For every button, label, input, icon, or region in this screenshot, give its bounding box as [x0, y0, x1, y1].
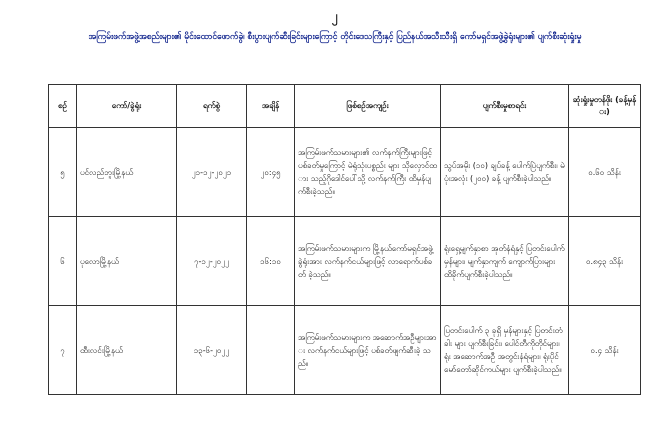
row-value: ၀.၈၄၃ သိန်း — [569, 217, 641, 306]
row-damage: သွပ်အမိုး (၁၀) ချပ်ခန့် ပေါက်ပြဲပျက်စီး၊ မဲပုံးအလုံး (၂၀၀) ခန့် ပျက်စီးခဲ့ပါသည်။ — [441, 128, 569, 217]
row-time: ၁၆:၁၀ — [247, 217, 295, 306]
row-office: ပုလောမြို့နယ် — [77, 217, 177, 306]
column-header-date: ရက်စွဲ — [177, 85, 247, 128]
document-title: အကြမ်းဖက်အဖွဲ့အစည်းများ၏ မိုင်းထောင်ဖောက်ခွဲ၊ စီးပွားပျက်ဆီးခြင်းများကြောင့် တိုင်းဒေသကြီးနှင့် ပြည်နယ်အသီးသီးရှိ ကော်မရှင်အဖွဲ့ခွဲရုံးများ၏ ပျက်စီးဆုံးရှုံးမှု — [88, 32, 582, 42]
row-summary: အကြမ်းဖက်သမားများ၏ လက်နက်ကြီးများဖြင့် ပစ်ခတ်မှုကြောင့် မဲရုံသုံးပစ္စည်း များ သိုလှောင်ထား သည့်ဂိုဒေါင်ပေါ်သို့ လက်နက်ကြီး ထိမှန်ပျက်စီးခဲ့သည်။ — [295, 128, 441, 217]
row-date: ၁၃-၆-၂၀၂၂ — [177, 306, 247, 395]
column-header-office: ကော်/ခွဲရုံး — [77, 85, 177, 128]
row-date: ၇-၁၂-၂၀၂၂ — [177, 217, 247, 306]
column-header-damage: ပျက်စီးမှုစာရင်း — [441, 85, 569, 128]
row-number: ၇ — [49, 306, 77, 395]
row-date: ၂၁-၁၂-၂၀၂၁ — [177, 128, 247, 217]
row-damage: ပြတင်းပေါက် ၃ ခုရှိ မှန်များနှင့် ပြတင်းတံခါး များ ပျက်စီးခြင်း၊ ပေါင်တီကိုတိုင်များ၊ ရုံး အဆောက်အဦ အတွင်းနံရံများ၊ ရုံးပိုင် မော်တော်ဆိုင်ကယ်များ ပျက်စီးခဲ့ပါသည်။ — [441, 306, 569, 395]
table-row — [49, 128, 641, 217]
column-header-value: ဆုံးရှုံးမှုတန်ဖိုး (ခန့်မှန်း) — [569, 85, 641, 128]
row-summary: အကြမ်းဖက်သမားများက မြို့နယ်ကော်မရှင်အဖွဲ့ခွဲရုံးအား လက်နက်ငယ်များဖြင့် လာရောက်ပစ်ခတ် ခဲ့သည်။ — [295, 217, 441, 306]
row-time — [247, 306, 295, 395]
column-header-time: အချိန် — [247, 85, 295, 128]
column-header-no: စဉ် — [49, 85, 77, 128]
page-number: ၂ — [332, 9, 338, 23]
row-damage: ရုံးရှေ့မျက်နှာစာ အုတ်နံရံနှင့် ပြတင်းပေါက် မှန်များ၊ မျက်နှာကျက် ကျောက်ပြားများ ထိခိုက်ပျက်စီးခဲ့ပါသည်။ — [441, 217, 569, 306]
row-number: ၅ — [49, 128, 77, 217]
row-value: ၀.၄ သိန်း — [569, 306, 641, 395]
row-office: ထီးလင်းမြို့နယ် — [77, 306, 177, 395]
column-header-summary: ဖြစ်စဉ်အကျဉ်း — [295, 85, 441, 128]
row-value: ၀.၆၀ သိန်း — [569, 128, 641, 217]
row-number: ၆ — [49, 217, 77, 306]
row-office: ပင်လည်ဘူးမြို့နယ် — [77, 128, 177, 217]
damage-records-table — [48, 84, 641, 395]
table-row — [49, 217, 641, 306]
row-summary: အကြမ်းဖက်သမားများက အဆောက်အဦများအား လက်နက်ငယ်များဖြင့် ပစ်ခတ်ဖျက်ဆီးခဲ့ သည်။ — [295, 306, 441, 395]
table-row — [49, 306, 641, 395]
row-time: ၂၀:၄၅ — [247, 128, 295, 217]
table-header-row — [49, 85, 641, 128]
